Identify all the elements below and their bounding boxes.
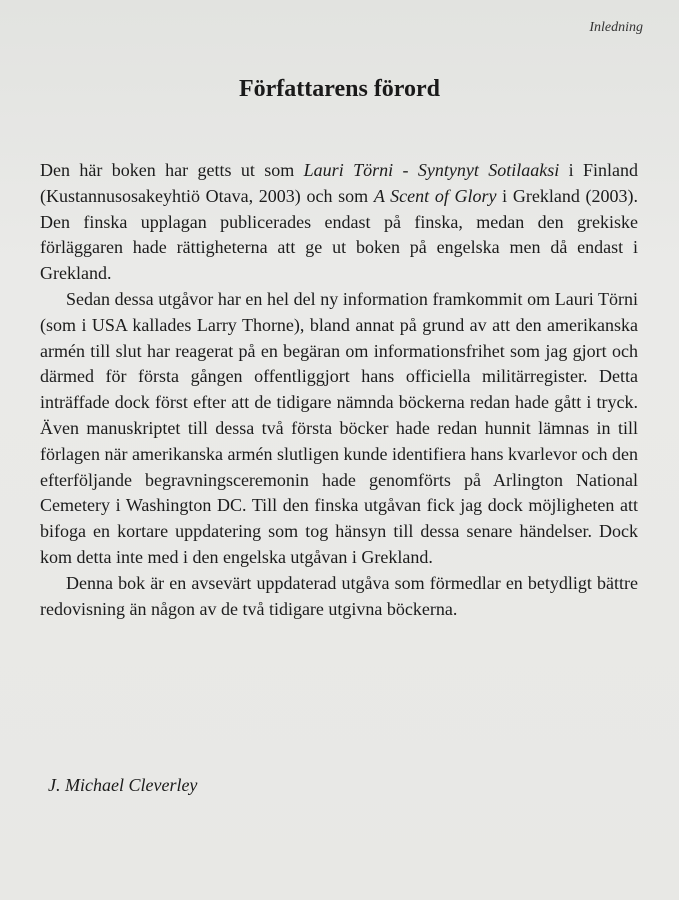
greek-book-title: A Scent of Glory — [373, 185, 497, 206]
paragraph-3: Denna bok är en avsevärt uppdaterad utgåva som förmedlar en betydligt bättre redovisning än någon av de två tidigare utgivna böckerna. — [40, 572, 638, 619]
page-title: Författarens förord — [238, 76, 441, 102]
paragraph-2: Sedan dessa utgåvor har en hel del ny information framkommit om Lauri Törni (som i USA kallades Larry Thorne), bland annat på grund av att den amerikanska armén till slut har reagerat på en begäran om informationsfrihet som jag gjort och därmed för första gången offentliggjort hans officiella militärregister. Detta inträffade dock först efter att de tidigare nämnda böckerna redan hade gått i tryck. Även manuskriptet till dessa två första böcker hade redan hunnit lämnas in till förlagen när amerikanska armén slutligen kunde identifiera hans kvarlevor och den efterföljande begravningsceremonin hade genomförts på Arlington National Cemetery i Washington DC. Till den finska utgåvan fick jag dock möjligheten att bifoga en kortare uppdatering som tog hänsyn till dessa senare händelser. Dock kom detta inte med i den engelska utgåvan i Grekland. — [40, 288, 638, 567]
paragraph-1 — [40, 158, 638, 287]
paragraph-1-text-a: Den här boken har getts ut som — [40, 160, 304, 180]
finnish-book-title: Lauri Törni - Syntynyt Sotilaaksi — [303, 160, 560, 180]
body-text — [40, 158, 638, 622]
author-signature: J. Michael Cleverley — [48, 775, 198, 795]
running-header: Inledning — [589, 20, 643, 35]
paragraph-1-text-c: i Finland (Kustannusosakeyhtiö Otava, 2003) och som — [40, 160, 638, 206]
paragraph-1-text-e: i Grekland (2003). Den finska upplagan publicerades endast på finska, medan den grekiske förläggaren hade rättigheterna att ge ut boken på engelska men då endast i Grekland. — [40, 185, 638, 284]
